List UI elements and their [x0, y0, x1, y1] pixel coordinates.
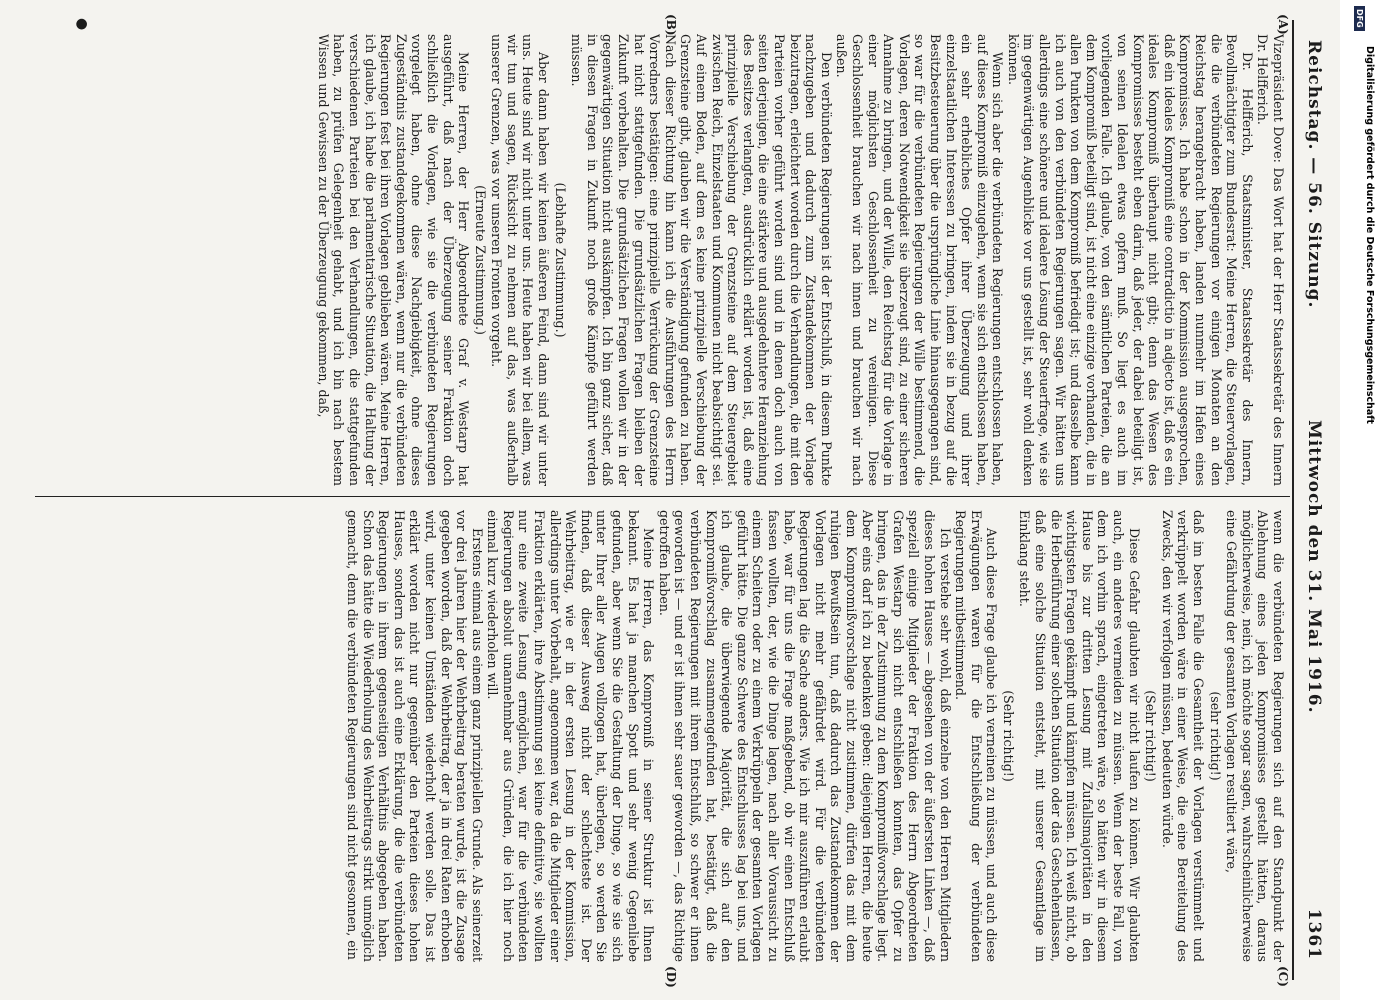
- paragraph: Dr. Helfferich, Staatsminister, Staatssekretär des Innern, Bevollmächtigter zum Bundesrat: Meine Herren, die Steuervorlagen, die die verbündeten Regierungen vor einigen Monaten an den Reichstag herangebracht haben, landen nunmehr im Hafen eines Kompromisses. Ich habe schon in der Kommission ausgesprochen, daß ein ideales Kompromiß eine contradictio in adjecto ist, daß es ein ideales Kompromiß überhaupt nicht gibt; denn das Wesen des Kompromisses besteht eben darin, daß jeder, der dabei beteiligt ist, von seinen Idealen etwas opfern muß. So liegt es auch im vorliegenden Falle. Ich glaube, von den sämtlichen Parteien, die an dem Kompromiß beteiligt sind, ist nicht eine einzige vorhanden, die in allen Punkten von dem Kompromiß befriedigt ist; und dasselbe kann ich auch von den verbündeten Regierungen sagen. Wir hätten uns allerdings eine schönere und idealere Lösung der Steuerfrage, wie sie im gegenwärtigen Augenblicke vor uns gestellt ist, sehr wohl denken können.: [1005, 34, 1255, 486]
- paragraph: Den verbündeten Regierungen ist der Entschluß, in diesem Punkte nachzugeben und dadurch zum Zustandekommen der Vorlage beizutragen, erleichtert worden durch die Verhandlungen, die mit den Parteien vorher geführt worden sind und in denen doch auch von seiten derjenigen, die eine stärkere und ausgedehntere Heranziehung des Besitzes verlangten, ausdrücklich erklärt worden ist, daß eine prinzipielle Verschiebung der Grenzsteine auf dem Steuergebiet zwischen Reich, Einzelstaaten und Kommunen nicht beabsichtigt sei. Auf einem Boden, auf dem es keine prinzipielle Verschiebung der Grenzsteine gibt, glauben wir die Verständigung gefunden zu haben. Nach dieser Richtung hin kann ich die Ausführungen des Herrn Vorredners bestätigen: eine prinzipielle Verrückung der Grenzsteine hat nicht stattgefunden. Die grundsätzlichen Fragen bleiben der Zukunft vorbehalten. Die grundsätzlichen Fragen wollen wir in der gegenwärtigen Situation nicht auskämpfen. Ich bin ganz sicher, daß in diesen Fragen in Zukunft noch große Kämpfe geführt werden müssen.: [569, 34, 834, 486]
- column-divider: [35, 496, 1290, 497]
- paragraph: Erstens einmal aus einem ganz prinzipiellen Grunde. Als seinerzeit vor drei Jahren hier der Wehrbeitrag beraten wurde, ist die Zusage gegeben worden, daß der Wehrbeitrag, der ja in drei Raten erhoben wird, unter keinen Umständen wiederholt werden solle. Das ist erklärt worden nicht nur gegenüber den Parteien dieses hohen Hauses, sondern das ist auch eine Erklärung, die die verbündeten Regierungen in ihrem gegenseitigen Verhältnis abgegeben haben. Schon das hätte die Wiederholung des Wehrbeitrags strikt unmöglich gemacht, denn die verbündeten Regierungen sind nicht gesonnen, ein: [344, 510, 485, 962]
- dfg-logo: DFG: [1354, 6, 1365, 31]
- header-rule: [1292, 20, 1294, 980]
- paragraph: Auch diese Frage glaube ich verneinen zu müssen, und auch diese Erwägungen waren für die Entschließung der verbündeten Regierungen mitbestimmend.: [953, 510, 1000, 962]
- page-number: 1361: [1304, 908, 1324, 960]
- paragraph: Meine Herren, das Kompromiß in seiner Struktur ist Ihnen bekannt. Es hat ja manchen Spott und sehr wenig Gegenliebe gefunden, aber wenn Sie die Gestaltung der Dinge, so wie sie sich unter Ihrer aller Augen vollzogen hat, überlegen, so werden Sie finden, daß dieser Ausweg nicht der schlechteste ist. Der Wehrbeitrag, wie er in der ersten Lesung in der Kommission, allerdings unter Vorbehalt, angenommen war, da die Mitglieder einer Fraktion erklärten, ihre Abstimmung sei keine definitive, sie wollten nur eine zweite Lesung ermöglichen, war für die verbündeten Regierungen absolut unannehmbar aus Gründen, die ich hier noch einmal kurz wiederholen will.: [485, 510, 657, 962]
- margin-bullet: ●: [74, 18, 90, 31]
- paragraph: wenn die verbündeten Regierungen sich auf den Standpunkt der Ablehnung eines jeden Kompromisses gestellt hätten, daraus möglicherweise, nein, ich möchte sogar sagen, wahrscheinlicherweise eine Gefährdung der gesamten Vorlagen resultiert wäre,: [1224, 510, 1286, 962]
- margin-marker-c: (C): [1276, 966, 1290, 987]
- interjection: (sehr richtig!): [1207, 691, 1223, 781]
- interjection: (Sehr richtig!): [1143, 690, 1159, 782]
- interjection: (Erneute Zustimmung.): [472, 185, 488, 335]
- header-date: Mittwoch den 31. Mai 1916.: [1304, 420, 1324, 714]
- interjection: (Lebhafte Zustimmung.): [552, 182, 568, 338]
- left-column: [36, 34, 1286, 486]
- page-header: [1296, 40, 1330, 960]
- interjection: (Sehr richtig!): [1000, 690, 1016, 782]
- paragraph: Meine Herren, der Herr Abgeordnete Graf v. Westarp hat ausgeführt, daß nach der Überzeugung seiner Fraktion doch schließlich die Vorlagen, wie sie die verbündeten Regierungen vorgelegt haben, ohne diese Nachgiebigkeit, ohne dieses Zugeständnis zustandegekommen wären, wenn nur die verbündeten Regierungen fest bei ihren Vorlagen geblieben wären. Meine Herren, ich glaube, ich habe die parlamentarische Situation, die Haltung der verschiedenen Parteien bei den Verhandlungen, die stattgefunden haben, zu prüfen Gelegenheit gehabt, und ich bin nach bestem Wissen und Gewissen zu der Überzeugung gekommen, daß,: [315, 34, 472, 486]
- margin-marker-a: (A): [1276, 14, 1290, 35]
- margin-marker-d: (D): [664, 966, 678, 988]
- paragraph: Diese Gefahr glaubten wir nicht laufen zu können. Wir glaubten auch, ein anderes vermeiden zu müssen. Wenn der beste Fall, von dem ich vorhin sprach, eingetreten wäre, so hätten wir in diesem Hause bis zur dritten Lesung mit Zufallsmajoritäten in den wichtigsten Fragen gekämpft und kämpfen müssen. Ich weiß nicht, ob die Herbeiführung einer solchen Situation oder das Geschehenlassen, daß eine solche Situation entsteht, mit unserer Gesamtlage im Einklang steht.: [1017, 510, 1142, 962]
- paragraph: Ich verstehe sehr wohl, daß einzelne von den Herren Mitgliedern dieses hohen Hauses — abgesehen von der äußersten Linken —, daß speziell einige Mitglieder der Fraktion des Herrn Abgeordneten Grafen Westarp sich nicht entschließen konnten, das Opfer zu bringen, das in der Zustimmung zu dem Kompromißvorschlage liegt. Aber eins darf ich zu bedenken geben: diejenigen Herren, die heute dem Kompromißvorschlage nicht zustimmen, dürfen das mit dem ruhigen Bewußtsein tun, daß dadurch das Zustandekommen der Vorlagen nicht mehr gefährdet wird. Für die verbündeten Regierungen lag die Sache anders. Wie ich mir auszuführen erlaubt habe, war für uns die Frage maßgebend, ob wir einen Entschluß fassen wollten, der, wie die Dinge lagen, nach aller Voraussicht zu einem Scheitern oder zu einem Verkrüppeln der gesamten Vorlagen geführt hätte. Die ganze Schwere des Entschlusses lag bei uns, und ich glaube, die überwiegende Majorität, die sich auf den Kompromißvorschlag zusammengefunden hat, bestätigt, daß die verbündeten Regierungen mit ihrem Entschluß, so schwer er ihnen geworden ist — und er ist ihnen sehr sauer geworden —, das Richtige getroffen haben.: [656, 510, 953, 962]
- paragraph: Wenn sich aber die verbündeten Regierungen entschlossen haben, auf dieses Kompromiß einzugehen, wenn sie sich entschlossen haben, ein sehr erhebliches Opfer ihrer Überzeugung und ihrer einzelstaatlichen Interessen zu bringen, indem sie in bezug auf die Besitzbesteuerung über die ursprüngliche Linie hinausgegangen sind, so war für die verbündeten Regierungen der Wille bestimmend, die Vorlagen, deren Notwendigkeit sie überzeugt sind, zu einer sicheren Annahme zu bringen, und der Wille, den Reichstag für die Vorlage in einer möglichsten Geschlossenheit zu vereinigen. Diese Geschlossenheit brauchen wir nach innen und brauchen wir nach außen.: [834, 34, 1006, 486]
- header-session: Reichstag. — 56. Sitzung.: [1304, 40, 1324, 309]
- right-column: [36, 510, 1286, 962]
- credit-strip: [1340, 0, 1383, 1000]
- margin-marker-b: (B): [664, 14, 678, 36]
- paragraph: Aber dann haben wir keinen äußeren Feind, dann sind wir unter uns. Heute sind wir nicht unter uns. Heute haben wir bei allem, was wir tun und sagen, Rücksicht zu nehmen auf das, was außerhalb unserer Grenzen, was vor unseren Fronten vorgeht.: [489, 34, 552, 486]
- rotated-page-content: [30, 14, 1330, 988]
- paragraph: Vizepräsident Dove: Das Wort hat der Herr Staatssekretär des Innern Dr. Helfferich.: [1255, 34, 1286, 486]
- paragraph: daß im besten Falle die Gesamtheit der Vorlagen verstümmelt und verkrüppelt worden wäre in einer Weise, die eine Bereitelung des Zwecks, den wir verfolgen müssen, bedeuten würde.: [1159, 510, 1207, 962]
- credit-text: Digitalisierung gefördert durch die Deutsche Forschungsgemeinschaft: [1364, 46, 1375, 424]
